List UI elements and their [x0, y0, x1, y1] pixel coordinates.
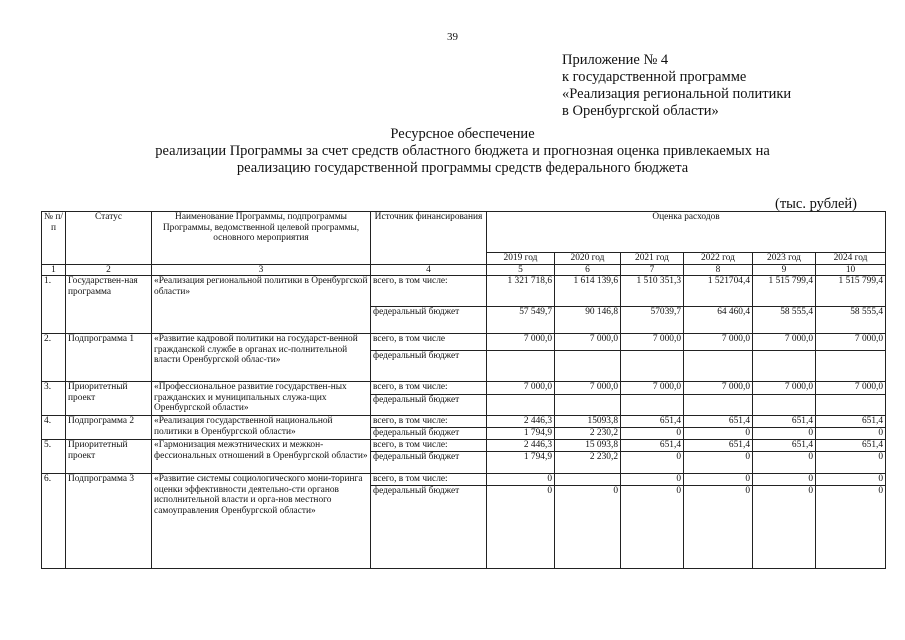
- value-cell: 0: [684, 486, 753, 569]
- value-cell: 0: [487, 486, 555, 569]
- value-cell: [621, 351, 684, 382]
- row-num: 3.: [42, 382, 66, 416]
- value-cell: 2 446,3: [487, 440, 555, 452]
- row-status: Государствен-ная программа: [66, 276, 152, 334]
- row-source: всего, в том числе:: [371, 382, 487, 395]
- value-cell: 0: [684, 474, 753, 486]
- value-cell: 1 521704,4: [684, 276, 753, 307]
- value-cell: 1 794,9: [487, 428, 555, 440]
- header-num: № п/п: [42, 212, 66, 265]
- value-cell: 0: [621, 428, 684, 440]
- value-cell: 2 230,2: [555, 428, 621, 440]
- value-cell: 0: [816, 474, 886, 486]
- row-source: федеральный бюджет: [371, 428, 487, 440]
- appendix-note: [562, 52, 791, 120]
- row-source: федеральный бюджет: [371, 452, 487, 474]
- col-number: 10: [816, 264, 886, 276]
- year-2020: 2020 год: [555, 253, 621, 265]
- column-numbers-row: [42, 264, 886, 276]
- row-name: «Реализация региональной политики в Оренбургской области»: [152, 276, 371, 334]
- row-source: всего, в том числе:: [371, 416, 487, 428]
- value-cell: [555, 395, 621, 416]
- value-cell: 7 000,0: [487, 382, 555, 395]
- row-status: Подпрограмма 1: [66, 334, 152, 382]
- table-row: [42, 334, 886, 351]
- row-source: федеральный бюджет: [371, 395, 487, 416]
- value-cell: 7 000,0: [621, 382, 684, 395]
- appendix-line-1: Приложение № 4: [562, 52, 669, 68]
- value-cell: 7 000,0: [487, 334, 555, 351]
- value-cell: 2 446,3: [487, 416, 555, 428]
- value-cell: 7 000,0: [684, 382, 753, 395]
- value-cell: 1 321 718,6: [487, 276, 555, 307]
- row-name: «Развитие кадровой политики на государст-венной гражданской службе в органах ис-полнительной власти Оренбургской облас-ти»: [152, 334, 371, 382]
- value-cell: 0: [816, 452, 886, 474]
- col-number: 1: [42, 264, 66, 276]
- row-status: Подпрограмма 3: [66, 474, 152, 569]
- value-cell: 0: [621, 474, 684, 486]
- value-cell: 0: [753, 474, 816, 486]
- value-cell: [621, 395, 684, 416]
- row-num: 4.: [42, 416, 66, 440]
- value-cell: 651,4: [684, 416, 753, 428]
- row-status: Приоритетный проект: [66, 382, 152, 416]
- value-cell: [555, 351, 621, 382]
- row-name: «Профессиональное развитие государствен-ных гражданских и муниципальных служа-щих Оренбургской области»: [152, 382, 371, 416]
- page-number: 39: [447, 31, 458, 43]
- value-cell: 651,4: [621, 416, 684, 428]
- value-cell: 0: [753, 452, 816, 474]
- header-name: Наименование Программы, подпрограммы Программы, ведомственной целевой программы, основного мероприятия: [152, 212, 371, 265]
- value-cell: 64 460,4: [684, 307, 753, 334]
- value-cell: 57039,7: [621, 307, 684, 334]
- value-cell: 0: [816, 428, 886, 440]
- value-cell: [684, 351, 753, 382]
- value-cell: 651,4: [753, 440, 816, 452]
- row-num: 5.: [42, 440, 66, 474]
- value-cell: 7 000,0: [816, 382, 886, 395]
- value-cell: 651,4: [684, 440, 753, 452]
- col-number: 8: [684, 264, 753, 276]
- value-cell: [684, 395, 753, 416]
- value-cell: 7 000,0: [555, 334, 621, 351]
- header-row: [42, 212, 886, 253]
- value-cell: 651,4: [621, 440, 684, 452]
- year-2022: 2022 год: [684, 253, 753, 265]
- value-cell: 0: [555, 486, 621, 569]
- value-cell: 58 555,4: [753, 307, 816, 334]
- col-number: 9: [753, 264, 816, 276]
- value-cell: 7 000,0: [555, 382, 621, 395]
- value-cell: 0: [816, 486, 886, 569]
- table-row: [42, 474, 886, 486]
- row-status: Подпрограмма 2: [66, 416, 152, 440]
- value-cell: 0: [621, 452, 684, 474]
- row-source: всего, в том числе: [371, 334, 487, 351]
- title-line-1: Ресурсное обеспечение: [390, 126, 535, 142]
- header-costs: Оценка расходов: [487, 212, 886, 253]
- row-source: всего, в том числе:: [371, 440, 487, 452]
- header-source: Источник финансирования: [371, 212, 487, 265]
- year-2019: 2019 год: [487, 253, 555, 265]
- value-cell: 1 794,9: [487, 452, 555, 474]
- value-cell: 1 614 139,6: [555, 276, 621, 307]
- appendix-line-3: «Реализация региональной политики: [562, 86, 792, 102]
- appendix-line-4: в Оренбургской области»: [562, 103, 719, 119]
- value-cell: 7 000,0: [753, 382, 816, 395]
- row-num: 1.: [42, 276, 66, 334]
- header-status: Статус: [66, 212, 152, 265]
- appendix-line-2: к государственной программе: [562, 69, 747, 85]
- col-number: 7: [621, 264, 684, 276]
- value-cell: 1 515 799,4: [753, 276, 816, 307]
- unit-note: (тыс. рублей): [775, 196, 857, 212]
- value-cell: 7 000,0: [684, 334, 753, 351]
- value-cell: 57 549,7: [487, 307, 555, 334]
- value-cell: 0: [753, 428, 816, 440]
- title-line-2: реализации Программы за счет средств областного бюджета и прогнозная оценка привлекаемых на: [155, 143, 770, 159]
- value-cell: 1 510 351,3: [621, 276, 684, 307]
- value-cell: 58 555,4: [816, 307, 886, 334]
- value-cell: 7 000,0: [753, 334, 816, 351]
- value-cell: 15093,8: [555, 416, 621, 428]
- value-cell: 90 146,8: [555, 307, 621, 334]
- value-cell: [555, 474, 621, 486]
- col-number: 2: [66, 264, 152, 276]
- row-name: «Развитие системы социологического мони-торинга оценки эффективности деятельно-сти органов исполнительной власти и орга-нов местного самоуправления Оренбургской области»: [152, 474, 371, 569]
- row-source: всего, в том числе:: [371, 276, 487, 307]
- value-cell: 2 230,2: [555, 452, 621, 474]
- row-source: федеральный бюджет: [371, 307, 487, 334]
- year-2024: 2024 год: [816, 253, 886, 265]
- value-cell: 7 000,0: [621, 334, 684, 351]
- value-cell: 0: [684, 452, 753, 474]
- value-cell: 0: [753, 486, 816, 569]
- row-source: федеральный бюджет: [371, 486, 487, 569]
- year-2021: 2021 год: [621, 253, 684, 265]
- row-source: федеральный бюджет: [371, 351, 487, 382]
- row-name: «Гармонизация межэтнических и межкон-фессиональных отношений в Оренбургской области»: [152, 440, 371, 474]
- row-num: 2.: [42, 334, 66, 382]
- document-title: [0, 126, 905, 177]
- budget-table: [41, 211, 886, 569]
- table-row: [42, 440, 886, 452]
- col-number: 5: [487, 264, 555, 276]
- row-status: Приоритетный проект: [66, 440, 152, 474]
- col-number: 4: [371, 264, 487, 276]
- title-line-3: реализацию государственной программы средств федерального бюджета: [236, 160, 689, 176]
- value-cell: [816, 395, 886, 416]
- value-cell: [753, 351, 816, 382]
- col-number: 3: [152, 264, 371, 276]
- value-cell: 7 000,0: [816, 334, 886, 351]
- value-cell: 1 515 799,4: [816, 276, 886, 307]
- value-cell: 0: [621, 486, 684, 569]
- value-cell: [487, 351, 555, 382]
- value-cell: 0: [684, 428, 753, 440]
- value-cell: 15 093,8: [555, 440, 621, 452]
- table-row: [42, 416, 886, 428]
- table-row: [42, 382, 886, 395]
- value-cell: [753, 395, 816, 416]
- value-cell: 0: [487, 474, 555, 486]
- table-row: [42, 276, 886, 307]
- value-cell: 651,4: [753, 416, 816, 428]
- row-name: «Реализация государственной национальной политики в Оренбургской области»: [152, 416, 371, 440]
- row-num: 6.: [42, 474, 66, 569]
- value-cell: 651,4: [816, 440, 886, 452]
- value-cell: [487, 395, 555, 416]
- row-source: всего, в том числе:: [371, 474, 487, 486]
- year-2023: 2023 год: [753, 253, 816, 265]
- col-number: 6: [555, 264, 621, 276]
- value-cell: 651,4: [816, 416, 886, 428]
- value-cell: [816, 351, 886, 382]
